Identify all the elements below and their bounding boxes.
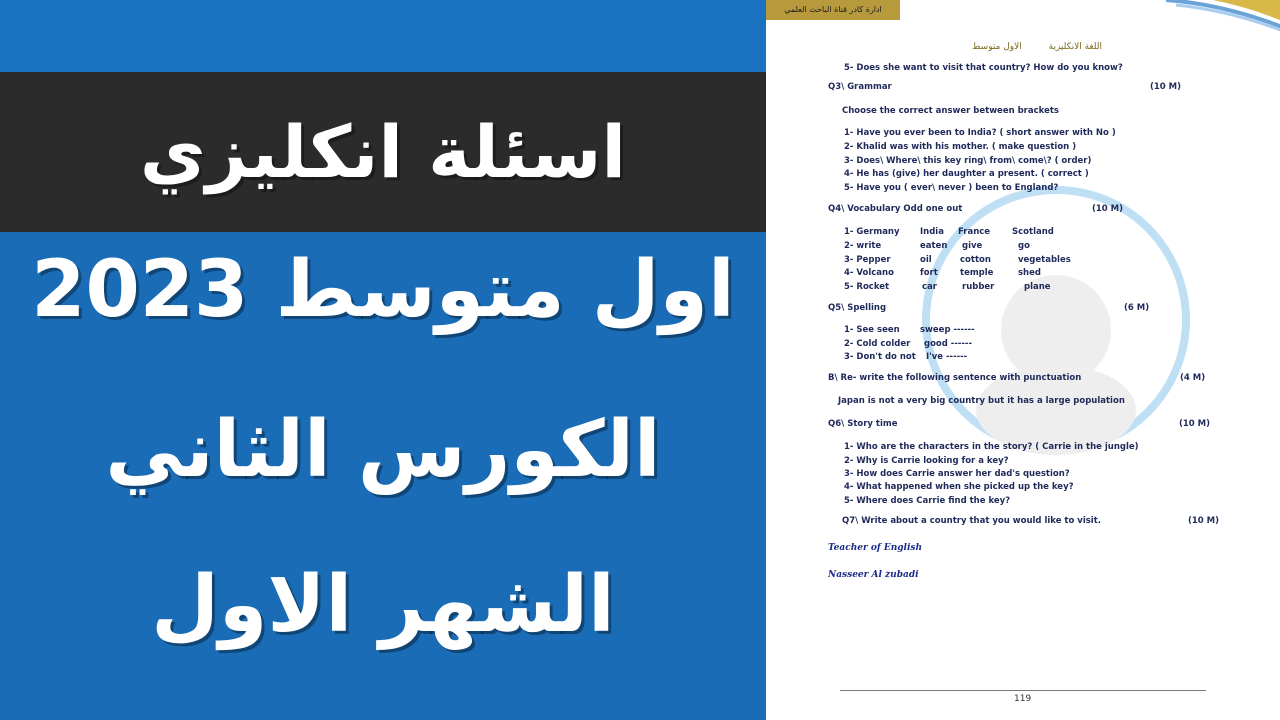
footer-rule — [840, 690, 1206, 691]
q3-instruction: Choose the correct answer between brackets — [842, 106, 1059, 116]
q6-title: Q6\ Story time — [828, 419, 898, 429]
q2-item-5: 5- Does she want to visit that country? How do you know? — [844, 63, 1123, 73]
page-corner-decoration — [1156, 0, 1280, 60]
q6-item-4: 4- What happened when she picked up the key? — [844, 482, 1074, 492]
q4-row2-col1: 2- write — [844, 241, 882, 251]
banner-title-line1: اسئلة انكليزي — [139, 110, 627, 194]
q4-row4-col2: fort — [920, 268, 938, 278]
q5-row2-col2: good ------ — [924, 339, 972, 349]
q5-row1-col1: 1- See seen — [844, 325, 900, 335]
q4-row2-col2: eaten — [920, 241, 948, 251]
q4-row5-col4: plane — [1024, 282, 1051, 292]
q5-row3-col2: I've ------ — [926, 352, 968, 362]
q6-item-5: 5- Where does Carrie find the key? — [844, 496, 1011, 506]
banner-title-line3: الكورس الثاني — [105, 405, 661, 495]
q4-row5-col1: 5- Rocket — [844, 282, 890, 292]
q4-row5-col2: car — [922, 282, 937, 292]
q4-row4-col4: shed — [1018, 268, 1041, 278]
grade-label: الاول متوسط — [972, 42, 1022, 52]
q7-title: Q7\ Write about a country that you would like to visit. — [842, 516, 1102, 526]
q4-row4-col1: 4- Volcano — [844, 268, 894, 278]
q6-item-1: 1- Who are the characters in the story? ( Carrie in the jungle) — [844, 442, 1139, 452]
channel-header-tag: ادارة كادر قناة الباحث العلمي — [766, 0, 900, 20]
subject-label: اللغة الانكليزية — [1048, 42, 1102, 52]
q4-row1-col2: India — [920, 227, 944, 237]
q7-marks: (10 M) — [1188, 516, 1220, 526]
q4-row4-col3: temple — [960, 268, 994, 278]
q5-row3-col1: 3- Don't do not — [844, 352, 916, 362]
q4-row3-col3: cotton — [960, 255, 991, 265]
title-bar — [0, 72, 766, 232]
q4-row5-col3: rubber — [962, 282, 995, 292]
q3-title: Q3\ Grammar — [828, 82, 892, 92]
q4-row3-col1: 3- Pepper — [844, 255, 891, 265]
q5-title: Q5\ Spelling — [828, 303, 887, 313]
q5-row2-col1: 2- Cold colder — [844, 339, 911, 349]
q3-marks: (10 M) — [1150, 82, 1182, 92]
signature-name: Nasseer Al zubadi — [828, 570, 919, 580]
qb-sentence: Japan is not a very big country but it has a large population — [838, 396, 1125, 406]
q3-item-2: 2- Khalid was with his mother. ( make question ) — [844, 142, 1077, 152]
q6-item-2: 2- Why is Carrie looking for a key? — [844, 456, 1009, 466]
banner-top-band — [0, 0, 766, 72]
q4-row1-col3: France — [958, 227, 991, 237]
subject-line — [952, 42, 1102, 52]
q5-marks: (6 M) — [1124, 303, 1150, 313]
q3-item-1: 1- Have you ever been to India? ( short answer with No ) — [844, 128, 1116, 138]
q4-row1-col1: 1- Germany — [844, 227, 900, 237]
q4-row1-col4: Scotland — [1012, 227, 1054, 237]
q3-item-3: 3- Does\ Where\ this key ring\ from\ come\? ( order) — [844, 156, 1092, 166]
q3-item-5: 5- Have you ( ever\ never ) been to England? — [844, 183, 1059, 193]
q4-row3-col4: vegetables — [1018, 255, 1071, 265]
q3-item-4: 4- He has (give) her daughter a present. ( correct ) — [844, 169, 1089, 179]
q6-marks: (10 M) — [1179, 419, 1211, 429]
banner-title-line4: الشهر الاول — [151, 560, 615, 650]
qb-marks: (4 M) — [1180, 373, 1206, 383]
page-number: 119 — [1014, 694, 1032, 704]
q4-title: Q4\ Vocabulary Odd one out — [828, 204, 963, 214]
signature-role: Teacher of English — [828, 543, 922, 553]
q6-item-3: 3- How does Carrie answer her dad's question? — [844, 469, 1070, 479]
q4-row2-col3: give — [962, 241, 983, 251]
q4-row3-col2: oil — [920, 255, 932, 265]
q4-marks: (10 M) — [1092, 204, 1124, 214]
banner-title-line2: اول متوسط 2023 — [31, 245, 735, 335]
q4-row2-col4: go — [1018, 241, 1030, 251]
q5-row1-col2: sweep ------ — [920, 325, 975, 335]
exam-document — [766, 0, 1280, 720]
channel-watermark-logo — [906, 170, 1206, 470]
qb-title: B\ Re- write the following sentence with punctuation — [828, 373, 1082, 383]
